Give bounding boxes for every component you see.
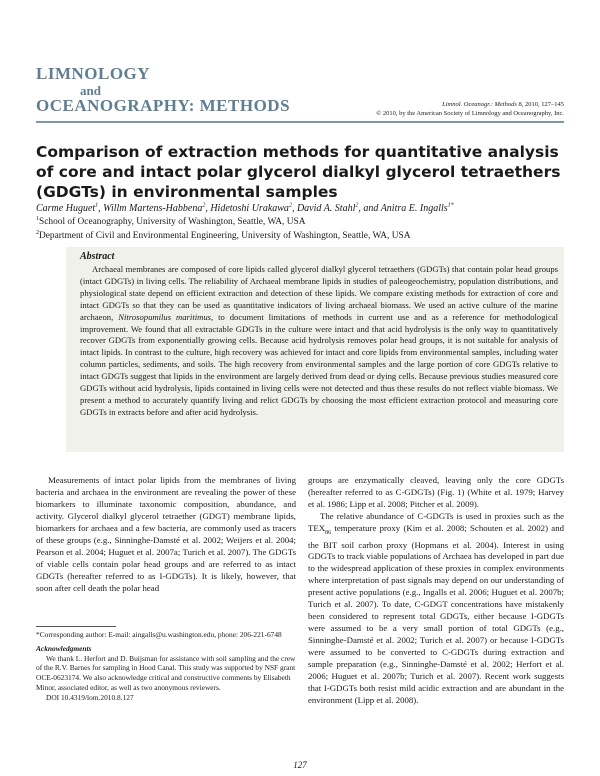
abstract-text: Archaeal membranes are composed of core lipids called glycerol dialkyl glycerol tetraethers (GDGTs) that contain polar head groups (intact GDGTs) in living cells. The reliability of Archaeal membrane lipids in studies of paleogeochemistry, population distributions, and physiological state depend on efficient extraction and detection of these lipids. We compare existing methods for extraction of core and intact GDGTs so that they can be used as quantitative indicators of living archaeal biomass. We used an active culture of the marine archaeon, Nitrosopumilus maritimus, to document limitations of methods in current use and as a reference for methodological improvement. We found that all extractable GDGTs in the culture were intact and that acid hydrolysis is the only way to quantitatively recover GDGTs from exponentially growing cells. Because acid hydrolysis removes polar head groups, it is not suitable for analysis of intact lipids. In contrast to the culture, high recovery was achieved for intact and core lipids from environmental samples, including water column particles, sediments, and soils. The high recovery from environmental samples and the large portion of core GDGTs relative to intact GDGTs suggest that lipids in the environment are largely derived from dead or dying cells. Because previous studies measured core GDGTs without acid hydrolysis, lipids contained in living cells were not detected and thus these results do not reflect viable biomass. We present a method to accurately quantify living and relict GDGTs by choosing the most efficient extraction protocol and measuring core GDGTs in extracts before and after acid hydrolysis. xyxy=(80,264,559,417)
journal-name-oceanography-methods: OCEANOGRAPHY: METHODS xyxy=(36,96,291,115)
organism-name: Nitrosopumilus maritimus xyxy=(118,311,212,322)
footnote-rule xyxy=(36,626,116,627)
acknowledgments-heading: Acknowledgments xyxy=(36,643,92,653)
citation-block xyxy=(376,100,564,118)
article-title: Comparison of extraction methods for quantitative analysis of core and intact polar glycerol dialkyl glycerol tetraethers (GDGTs) in environmental samples xyxy=(36,143,561,201)
author-3: Hidetoshi Urakawa$^2$, xyxy=(210,202,297,214)
journal-name-and: and xyxy=(80,83,101,98)
author-1: Carme Huguet$^1$, xyxy=(36,202,104,214)
author-4: David A. Stahl$^2$, and xyxy=(296,202,381,214)
page-number: 127 xyxy=(293,760,307,770)
intro-paragraph-1-continued: groups are enzymatically cleaved, leaving only the core GDGTs (hereafter referred to as C-GDGTs) (Fig. 1) (White et al. 1979; Harvey et al. 1986; Lipp et al. 2008; Pitcher et al. 2009). xyxy=(308,475,564,509)
citation-volume: 8, 2010, 127–145 xyxy=(518,101,564,108)
body-right-column xyxy=(308,475,564,707)
author-2: Willm Martens-Habbena$^2$, xyxy=(103,202,211,214)
doi: DOI 10.4319/lom.2010.8.127 xyxy=(46,692,134,702)
intro-paragraph-1: Measurements of intact polar lipids from the membranes of living bacteria and archaea in the environment are revealing the power of these biomarkers to illuminate taxonomic composition, abundance, and activity. Glycerol dialkyl glycerol tetraether (GDGT) membrane lipids, biomarkers for archaea and a few bacteria, are commonly used as tracers of these groups (e.g., Sinninghe-Damsté et al. 2002; Weijers et al. 2004; Pearson et al. 2004; Huguet et al. 2007a; Turich et al. 2007). The GDGTs of viable cells contain polar head groups and are referred to as intact GDGTs (hereafter referred to as I-GDGTs). It is likely, however, that soon after cell death the polar head xyxy=(36,475,296,593)
intro-paragraph-2: The relative abundance of C-GDGTs is used in proxies such as the $TEX_{86}$ temperature proxy (Kim et al. 2008; Schouten et al. 2002) and the BIT soil carbon proxy (Hopmans et al. 2004). Interest in using GDGTs to track viable populations of Archaea has developed in part due to the widespread application of these proxies in complex environments where interpretation of past signals may depend on our understanding of present active populations (e.g., Ingalls et al. 2006; Huguet et al. 2007b; Turich et al. 2007). To date, C-GDGT concentrations have mistakenly been considered to represent total GDGTs, either because I-GDGTs were assumed to be a very small portion of total GDGTs (e.g., Sinninghe-Damsté et al. 2002; Turich et al. 2007) or because I-GDGTs were assumed to be converted to C-GDGTs during extraction and sample preparation (e.g., Sinninghe-Damsté et al. 2002; Herfort et al. 2006; Huguet et al. 2007b; Turich et al. 2007). Recent work suggests that I-GDGTs both resist mild acidic extraction and are abundant in the environment (Lipp et al. 2008). xyxy=(308,510,564,705)
author-5: Anitra E. Ingalls$^{1*}$ xyxy=(380,202,454,214)
footnotes xyxy=(36,630,296,703)
abstract-heading: Abstract xyxy=(80,251,115,262)
acknowledgments-text: We thank L. Herfort and D. Buijsman for assistance with soil sampling and the crew of the R.V. Barnes for sampling in Hood Canal. This study was supported by NSF grant OCE-0623174. We also acknowledge critical and constructive comments by Elisabeth Minor, associated editor, as well as two anonymous reviewers. xyxy=(36,653,296,692)
body-left-column xyxy=(36,475,296,595)
header-rule xyxy=(36,121,564,123)
copyright-line: © 2010, by the American Society of Limnology and Oceanography, Inc. xyxy=(376,110,564,117)
citation-journal: Limnol. Oceanogr.: Methods xyxy=(442,101,517,108)
author-list xyxy=(36,203,566,215)
journal-name-limnology: LIMNOLOGY xyxy=(36,64,151,83)
affiliation-1: $^1$School of Oceanography, University of Washington, Seattle, WA, USA xyxy=(36,215,306,227)
corresponding-author: *Corresponding author: E-mail: aingalls@u.washington.edu, phone: 206-221-6748 xyxy=(36,630,282,639)
affiliation-2: $^2$Department of Civil and Environmental Engineering, University of Washington, Seattle, WA, USA xyxy=(36,229,411,241)
